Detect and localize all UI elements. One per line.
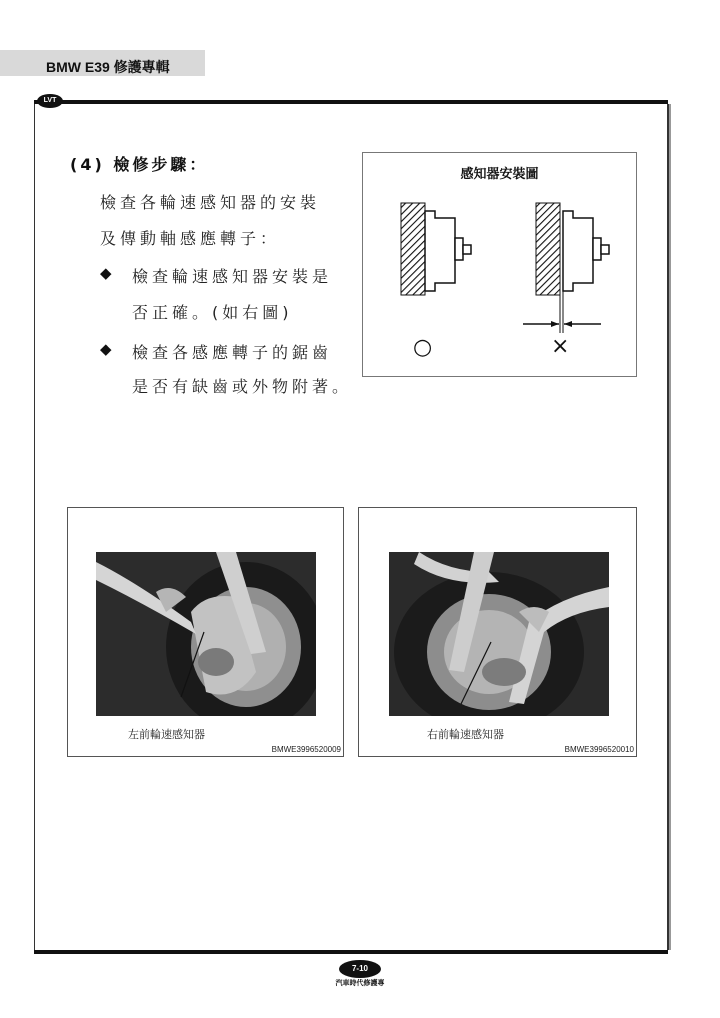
bullet-icon: ◆ [100,264,112,282]
header-badge: LVT [37,94,63,108]
header-title: BMW E39 修護專輯 [46,59,170,75]
bullet-2-line-2: 是否有缺齒或外物附著。 [132,377,353,396]
bottom-rule [34,950,668,954]
photo-caption-left: 左前輪速感知器 [128,728,205,741]
bullet-2-line-1: 檢查各感應轉子的鋸齒 [132,343,333,362]
photo-left-front-sensor [96,552,316,716]
diagram-title: 感知器安裝圖 [460,167,539,182]
diagram-drawing [363,153,636,376]
bullet-1-line-1: 檢查輪速感知器安裝是 [132,267,333,286]
photo-box-left [67,507,344,757]
sensor-body-left [425,211,455,291]
section-heading: (4) 檢修步驟： [70,155,209,174]
photo-caption-right: 右前輪速感知器 [427,728,504,741]
photo-right-front-sensor [389,552,609,716]
photo-id-right: BMWE3996520010 [564,745,634,754]
page-number-badge: 7-10 [339,960,381,978]
bullet-1-line-2: 否正確。(如右圖) [132,303,293,322]
photo-box-right [358,507,637,757]
wrong-mark-icon: × [551,334,570,359]
sensor-body-right [563,211,593,291]
sensor-installation-diagram [362,152,637,377]
correct-mark-icon: ○ [413,335,433,360]
mount-wall-left [401,203,425,295]
mount-wall-right [536,203,560,295]
photo-id-left: BMWE3996520009 [271,745,341,754]
intro-line-2: 及傳動軸感應轉子： [100,229,281,248]
footer-publisher-text: 汽車時代修護專 [335,979,385,987]
bullet-icon: ◆ [100,340,112,358]
intro-line-1: 檢查各輪速感知器的安裝 [100,193,321,212]
